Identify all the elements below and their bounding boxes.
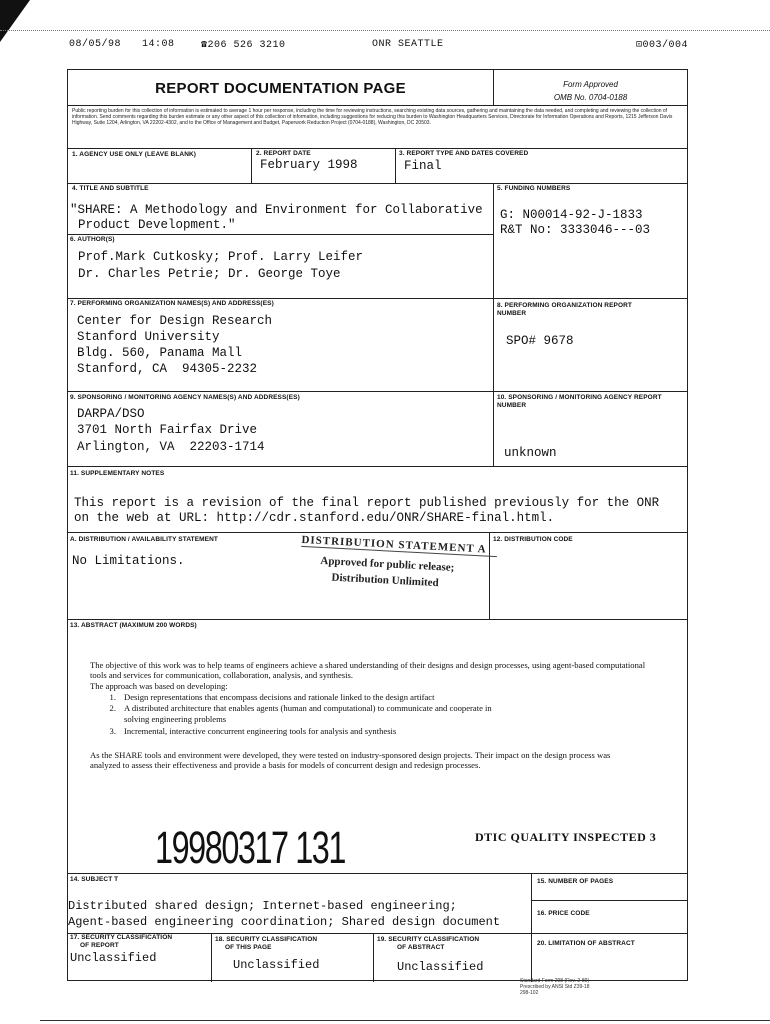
security-report-label <box>70 934 172 950</box>
sponsoring-agency-line-3: Arlington, VA 22203-1714 <box>77 440 265 454</box>
item-number: 3. <box>109 726 116 736</box>
form-approved <box>498 78 683 104</box>
subject-terms-label: 14. SUBJECT T <box>70 876 119 883</box>
abstract-item <box>90 703 492 713</box>
sponsoring-agency-line-2: 3701 North Fairfax Drive <box>77 423 258 437</box>
performing-report-number-label: 8. PERFORMING ORGANIZATION REPORT NUMBER <box>497 302 632 317</box>
security-report-value: Unclassified <box>70 951 157 965</box>
rule <box>251 148 252 183</box>
authors-label: 6. AUTHOR(S) <box>70 236 115 243</box>
distribution-stamp <box>298 534 497 608</box>
accession-number: 19980317 131 <box>155 822 345 873</box>
performing-org-line-2: Stanford University <box>77 330 220 344</box>
item-text: Incremental, interactive concurrent engineering tools for analysis and synthesis <box>124 726 397 736</box>
funding-grant: G: N00014-92-J-1833 <box>500 208 643 222</box>
performing-report-number-value: SPO# 9678 <box>506 334 574 348</box>
number-of-pages-label: 15. NUMBER OF PAGES <box>537 878 614 885</box>
fax-date: 08/05/98 <box>69 39 122 50</box>
rule <box>373 933 374 982</box>
footer-line: 298-102 <box>520 990 539 996</box>
price-code-label: 16. PRICE CODE <box>537 910 590 917</box>
title-subtitle-label: 4. TITLE AND SUBTITLE <box>72 185 149 192</box>
stamp-distribution-line: Distribution Unlimited <box>331 571 439 590</box>
fax-phone: ☎206 526 3210 <box>201 40 286 51</box>
rule <box>68 298 687 299</box>
security-page-label <box>215 936 317 952</box>
header-divider <box>493 70 494 105</box>
page-bottom-rule <box>40 1020 770 1021</box>
report-date-label: 2. REPORT DATE <box>256 150 311 157</box>
rule <box>68 466 687 467</box>
authors-line-1: Prof.Mark Cutkosky; Prof. Larry Leifer <box>78 250 364 264</box>
sponsoring-agency-label: 9. SPONSORING / MONITORING AGENCY NAMES(S) AND ADDRESS(ES) <box>70 394 300 401</box>
abstract-item <box>90 726 396 736</box>
performing-org-line-1: Center for Design Research <box>77 314 273 328</box>
rule <box>68 234 493 235</box>
security-abstract-value: Unclassified <box>397 960 484 974</box>
title-line-1: "SHARE: A Methodology and Environment for Collaborative <box>70 203 483 217</box>
distribution-statement-label: A. DISTRIBUTION / AVAILABILITY STATEMENT <box>70 536 218 543</box>
item-number: 1. <box>109 692 116 702</box>
stamp-approved-line: Approved for public release; <box>320 554 455 574</box>
item-text: A distributed architecture that enables agents (human and computational) to communicate and cooperate in <box>124 703 492 713</box>
distribution-code-label: 12. DISTRIBUTION CODE <box>493 536 573 543</box>
label-line: 17. SECURITY CLASSIFICATION <box>70 934 173 941</box>
limitation-label: 20. LIMITATION OF ABSTRACT <box>537 940 635 947</box>
authors-line-2: Dr. Charles Petrie; Dr. George Toye <box>78 267 341 281</box>
stamp-title: DISTRIBUTION STATEMENT A <box>301 534 497 557</box>
form-title: REPORT DOCUMENTATION PAGE <box>155 80 406 97</box>
abstract-paragraph-1: The objective of this work was to help teams of engineers achieve a shared understanding of their designs and design processes, using agent-based computational tools and services for communication, collaboration, analysis, and synthesis. <box>90 660 646 681</box>
supplementary-notes-label: 11. SUPPLEMENTARY NOTES <box>70 470 165 477</box>
report-date-value: February 1998 <box>260 158 358 172</box>
abstract-item <box>90 714 226 724</box>
rule <box>68 183 687 184</box>
rule <box>68 105 687 106</box>
supplementary-notes-line-2: on the web at URL: http://cdr.stanford.edu/ONR/SHARE-final.html. <box>74 511 555 525</box>
omb-number: OMB No. 0704-0188 <box>553 93 628 102</box>
report-type-label: 3. REPORT TYPE AND DATES COVERED <box>399 150 529 157</box>
security-page-value: Unclassified <box>233 958 320 972</box>
performing-org-line-4: Stanford, CA 94305-2232 <box>77 362 258 376</box>
rule <box>493 298 494 391</box>
report-documentation-form <box>67 69 688 996</box>
subject-terms-line-1: Distributed shared design; Internet-based engineering; <box>68 899 457 913</box>
fax-page: ⊡003/004 <box>636 40 689 51</box>
footer-line: Prescribed by ANSI Std Z39-18 <box>520 984 590 990</box>
distribution-statement-value: No Limitations. <box>72 554 185 568</box>
item-number: 2. <box>109 703 116 713</box>
quality-inspected-stamp: DTIC QUALITY INSPECTED 3 <box>475 830 657 844</box>
label-line: OF THIS PAGE <box>225 944 272 951</box>
footer-line: Standard Form 298 (Rev. 2-89) <box>520 978 590 984</box>
agency-use-text: 1. AGENCY USE ONLY (LEAVE BLANK) <box>72 151 197 158</box>
sponsoring-agency-line-1: DARPA/DSO <box>77 407 145 421</box>
item-text: Design representations that encompass decisions and rationale linked to the design artifact <box>124 692 435 702</box>
item-text: solving engineering problems <box>124 714 227 724</box>
abstract-paragraph-2: As the SHARE tools and environment were developed, they were tested on industry-sponsored design projects. Their impact on the design process was analyzed to assess their effectiveness and provide a basis for models of concurrent design and redesign processes. <box>90 750 611 771</box>
abstract-label: 13. ABSTRACT (MAXIMUM 200 WORDS) <box>70 622 197 629</box>
rule <box>493 391 494 466</box>
rule <box>68 532 687 533</box>
title-line-2: Product Development." <box>78 218 236 232</box>
agency-use-label <box>72 151 196 159</box>
supplementary-notes-line-1: This report is a revision of the final report published previously for the ONR <box>74 496 660 510</box>
rule <box>68 873 687 874</box>
performing-org-line-3: Bldg. 560, Panama Mall <box>77 346 243 360</box>
approved-line: Form Approved <box>563 80 618 89</box>
sponsoring-report-number-value: unknown <box>504 446 557 460</box>
abstract-approach: The approach was based on developing: <box>90 681 228 691</box>
rule <box>395 148 396 183</box>
rule <box>531 873 532 982</box>
sponsoring-report-number-label: 10. SPONSORING / MONITORING AGENCY REPORT NUMBER <box>497 394 662 409</box>
rule <box>68 391 687 392</box>
rule <box>493 183 494 298</box>
funding-rt-number: R&T No: 3333046---03 <box>500 223 651 237</box>
performing-org-label: 7. PERFORMING ORGANIZATION NAMES(S) AND ADDRESS(ES) <box>70 300 274 307</box>
fax-origin: ONR SEATTLE <box>372 39 444 50</box>
label-line: OF REPORT <box>80 942 119 949</box>
label-line: 18. SECURITY CLASSIFICATION <box>215 936 318 943</box>
subject-terms-line-2: Agent-based engineering coordination; Shared design document <box>68 915 501 929</box>
corner-mark <box>0 0 30 42</box>
security-abstract-label <box>377 936 479 952</box>
label-line: 19. SECURITY CLASSIFICATION <box>377 936 480 943</box>
burden-statement: Public reporting burden for this collection of information is estimated to average 1 hour per response, including the time for reviewing instructions, searching existing data sources, gathering and maintaining the data needed, and completing and reviewing the collection of information. Send comments regarding this burden estimate or any other aspect of this collection of information, including suggestions for reducing this burden to Washington Headquarters Services, Directorate for Information Operations and Reports, 1215 Jefferson Davis Highway, Suite 1204, Arlington, VA 22202-4302, and to the Office of Management and Budget, Paperwork Reduction Project (0704-0188), Washington, DC 20503. <box>72 108 673 127</box>
funding-numbers-label: 5. FUNDING NUMBERS <box>497 185 571 192</box>
rule <box>68 619 687 620</box>
fax-time: 14:08 <box>142 39 175 50</box>
rule <box>211 933 212 982</box>
rule <box>531 900 687 901</box>
rule <box>68 148 687 149</box>
report-type-value: Final <box>404 159 442 173</box>
fax-divider <box>0 30 770 31</box>
label-line: OF ABSTRACT <box>397 944 445 951</box>
standard-form-footer <box>520 978 589 996</box>
abstract-item <box>90 692 434 702</box>
